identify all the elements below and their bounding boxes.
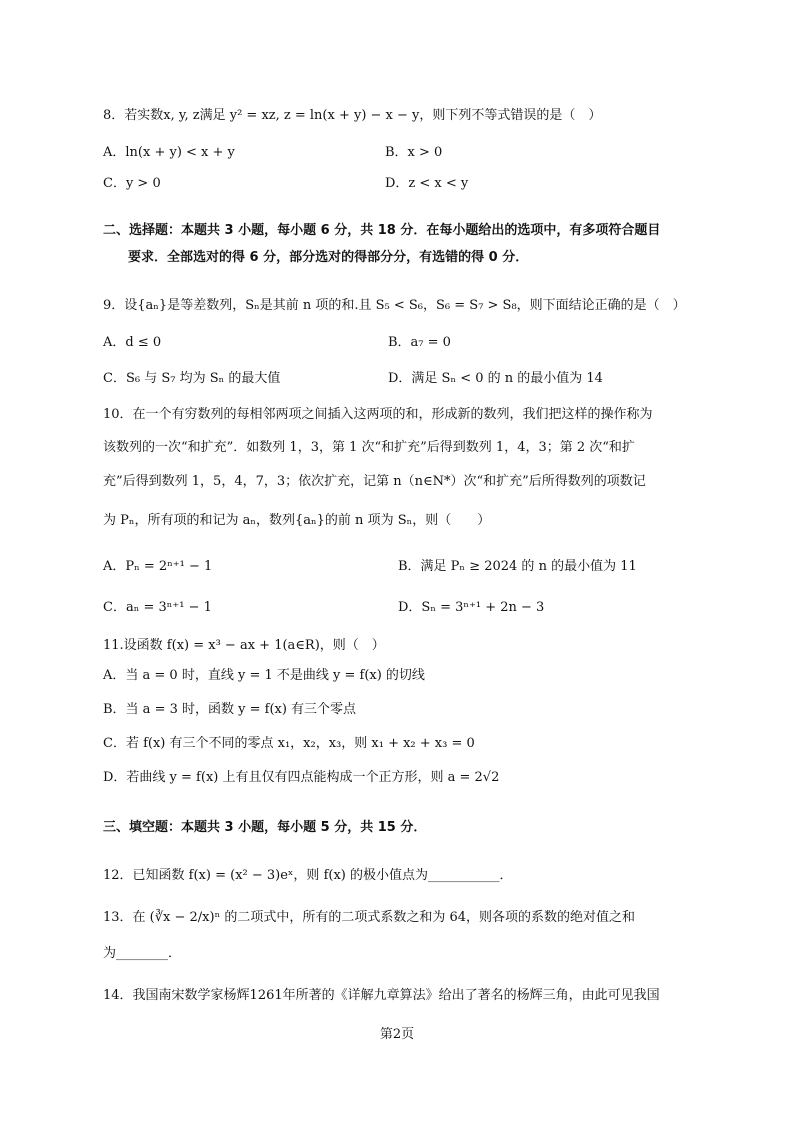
q10-line3: 充”后得到数列 1，5，4，7，3；依次扩充，记第 n（n∈N*）次“和扩充”后所得数列的项数记 <box>103 474 646 489</box>
q9-option-b: B．a₇ = 0 <box>388 335 451 350</box>
q13-line1: 13．在 (∛x − 2/x)ⁿ 的二项式中，所有的二项式系数之和为 64，则各项的系数的绝对值之和 <box>103 910 636 925</box>
q13-line2: 为________． <box>103 946 182 961</box>
page-number: 第2页 <box>379 1027 415 1042</box>
q14-line1: 14．我国南宋数学家杨辉1261年所著的《详解九章算法》给出了著名的杨辉三角，由此可见我国 <box>103 988 660 1003</box>
q9-option-c: C．S₆ 与 S₇ 均为 Sₙ 的最大值 <box>103 371 281 386</box>
q9-option-a: A．d ≤ 0 <box>103 335 162 350</box>
q8-option-b: B．x > 0 <box>385 145 443 160</box>
q11-option-c: C．若 f(x) 有三个不同的零点 x₁，x₂，x₃，则 x₁ + x₂ + x₃ = 0 <box>103 736 475 751</box>
q10-line1: 10．在一个有穷数列的每相邻两项之间插入这两项的和，形成新的数列，我们把这样的操作称为 <box>103 407 653 422</box>
q8-stem: 8．若实数x, y, z满足 y² = xz, z = ln(x + y) − x − y，则下列不等式错误的是（ ） <box>103 108 602 123</box>
section2-heading-line1: 二、选择题：本题共 3 小题，每小题 6 分，共 18 分．在每小题给出的选项中，有多项符合题目 <box>103 223 661 238</box>
q9-option-d: D．满足 Sₙ < 0 的 n 的最小值为 14 <box>388 371 603 386</box>
q10-line2: 该数列的一次“和扩充”．如数列 1，3，第 1 次“和扩充”后得到数列 1，4，3；第 2 次“和扩 <box>103 440 635 455</box>
section3-heading: 三、填空题：本题共 3 小题，每小题 5 分，共 15 分． <box>103 820 427 835</box>
q9-stem: 9．设{aₙ}是等差数列，Sₙ是其前 n 项的和.且 S₅ < S₆，S₆ = S₇ > S₈，则下面结论正确的是（ ） <box>103 298 686 313</box>
q10-option-c: C．aₙ = 3ⁿ⁺¹ − 1 <box>103 600 212 615</box>
q10-line4: 为 Pₙ，所有项的和记为 aₙ，数列{aₙ}的前 n 项为 Sₙ，则（ ） <box>103 513 491 528</box>
q11-option-d: D．若曲线 y = f(x) 上有且仅有四点能构成一个正方形，则 a = 2√2 <box>103 770 500 785</box>
q11-stem: 11.设函数 f(x) = x³ − ax + 1(a∈R)，则（ ） <box>103 638 385 653</box>
q10-option-d: D．Sₙ = 3ⁿ⁺¹ + 2n − 3 <box>398 600 545 615</box>
q10-option-b: B．满足 Pₙ ≥ 2024 的 n 的最小值为 11 <box>398 559 637 574</box>
q12-stem: 12．已知函数 f(x) = (x² − 3)eˣ，则 f(x) 的极小值点为___________． <box>103 868 513 883</box>
q8-option-d: D．z < x < y <box>385 176 469 191</box>
q8-option-a: A．ln(x + y) < x + y <box>103 145 235 160</box>
q11-option-b: B．当 a = 3 时，函数 y = f(x) 有三个零点 <box>103 702 357 717</box>
q11-option-a: A．当 a = 0 时，直线 y = 1 不是曲线 y = f(x) 的切线 <box>103 668 425 683</box>
section2-heading-line2: 要求．全部选对的得 6 分，部分选对的得部分分，有选错的得 0 分． <box>128 250 529 265</box>
q10-option-a: A．Pₙ = 2ⁿ⁺¹ − 1 <box>103 559 213 574</box>
q8-option-c: C．y > 0 <box>103 176 161 191</box>
